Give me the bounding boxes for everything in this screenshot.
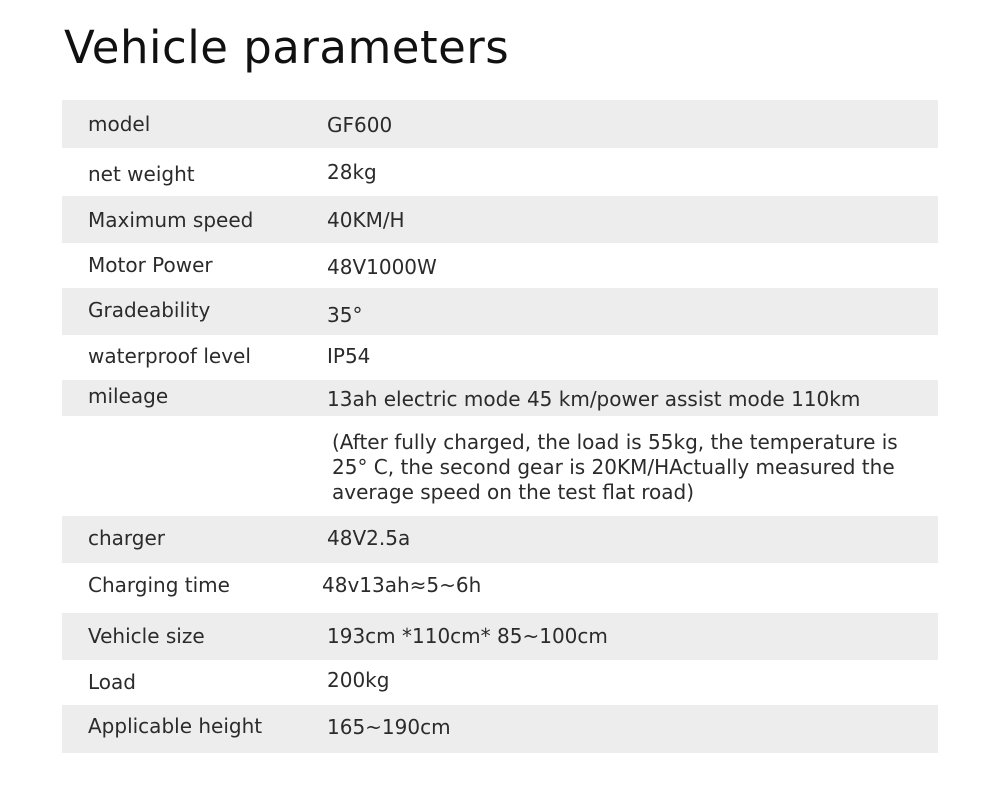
row-value: 48V1000W — [327, 255, 437, 279]
row-value: 48V2.5a — [327, 526, 411, 550]
row-label: Motor Power — [88, 253, 213, 277]
table-row — [62, 660, 938, 705]
row-value: 48v13ah≈5~6h — [322, 573, 482, 597]
table-row — [62, 563, 938, 613]
row-value: GF600 — [327, 113, 393, 137]
row-label: Applicable height — [88, 714, 263, 738]
page-title: Vehicle parameters — [64, 21, 510, 74]
table-row — [62, 613, 938, 660]
row-label: charger — [88, 526, 166, 550]
table-row — [62, 335, 938, 380]
table-row — [62, 196, 938, 243]
row-value: 35° — [327, 303, 363, 327]
table-row — [62, 416, 938, 516]
table-row — [62, 516, 938, 563]
row-value: 193cm *110cm* 85~100cm — [327, 624, 608, 648]
row-label: Gradeability — [88, 298, 211, 322]
row-value: 13ah electric mode 45 km/power assist mode 110km — [327, 387, 861, 411]
row-label: mileage — [88, 384, 169, 408]
table-row — [62, 705, 938, 753]
table-row — [62, 148, 938, 196]
row-value: IP54 — [327, 344, 371, 368]
table-row — [62, 380, 938, 416]
row-label: Maximum speed — [88, 208, 254, 232]
row-label: model — [88, 112, 151, 136]
row-value: 200kg — [327, 668, 390, 692]
table-row — [62, 288, 938, 335]
row-value: 28kg — [327, 160, 377, 184]
row-value: 165~190cm — [327, 715, 451, 739]
row-label: Vehicle size — [88, 624, 205, 648]
row-label: Load — [88, 670, 136, 694]
table-row — [62, 100, 938, 148]
mileage-note: (After fully charged, the load is 55kg, the temperature is 25° C, the second gear is 20KM/HActually measured the average speed on the test flat road) — [332, 430, 898, 504]
table-row — [62, 243, 938, 288]
row-label: net weight — [88, 162, 195, 186]
row-value: 40KM/H — [327, 208, 405, 232]
row-label: waterproof level — [88, 344, 251, 368]
row-label: Charging time — [88, 573, 230, 597]
